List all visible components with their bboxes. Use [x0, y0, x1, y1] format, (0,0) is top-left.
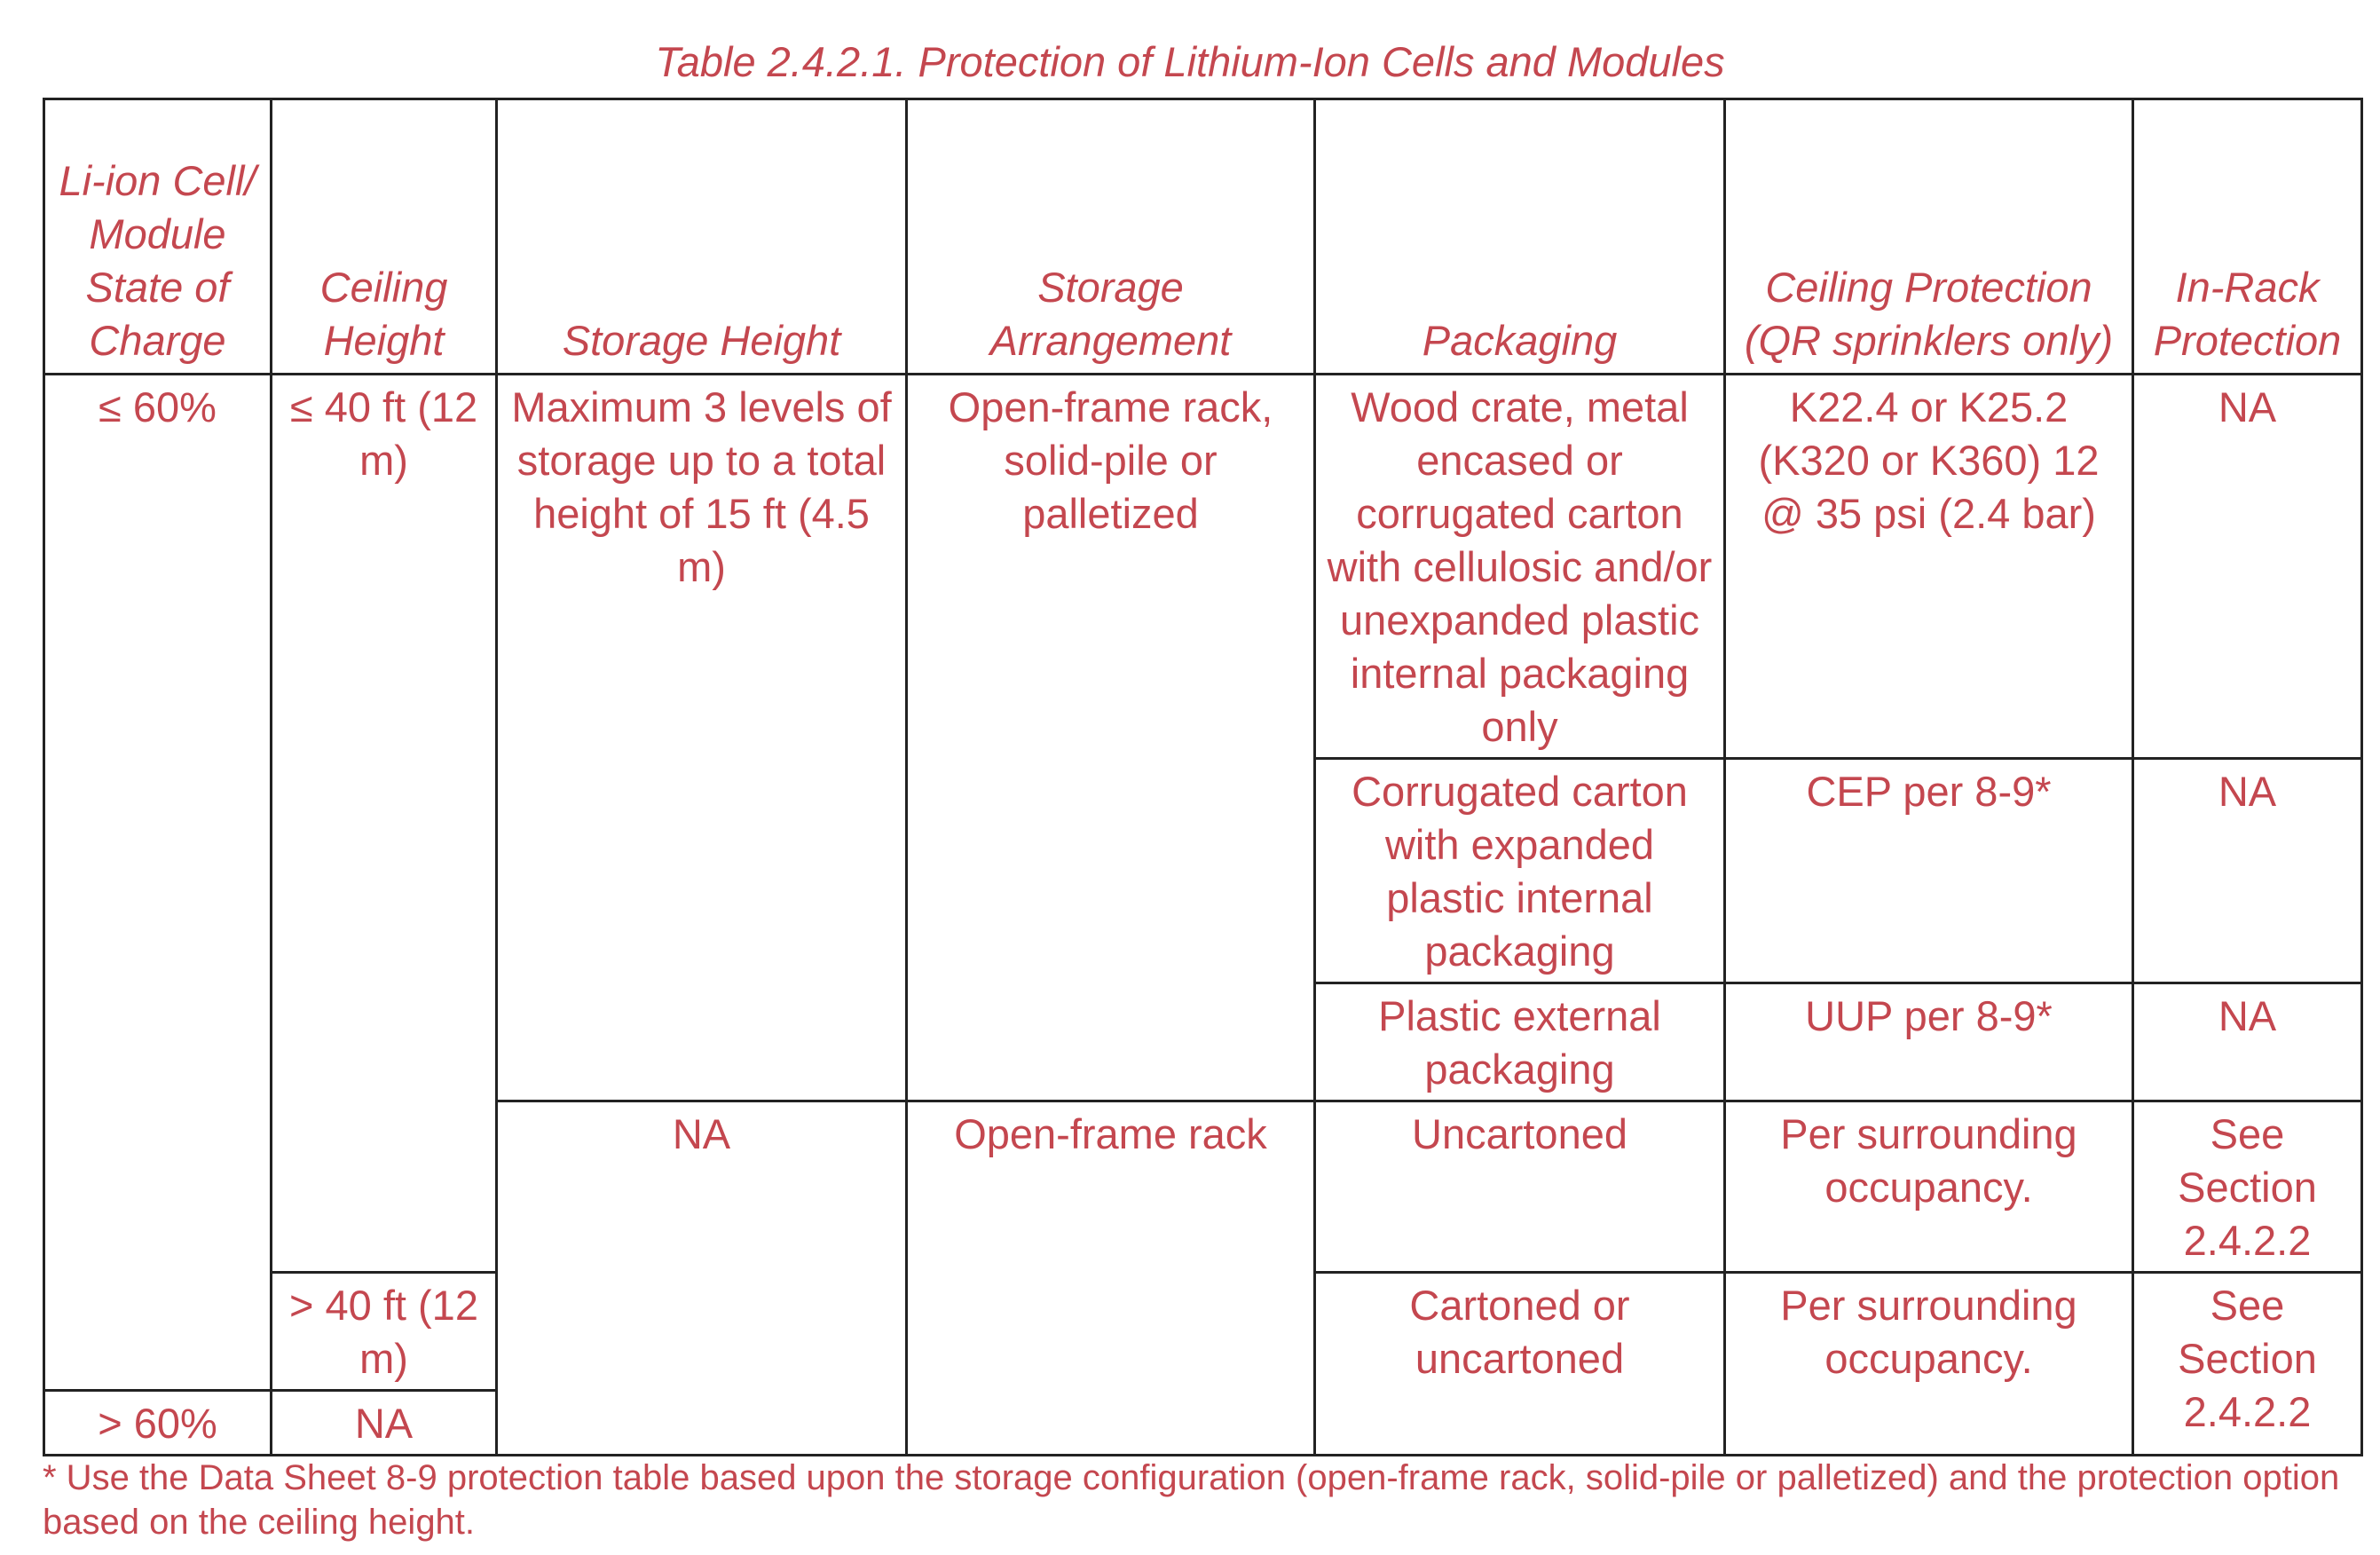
cell-arrangement-2: Open-frame rack — [907, 1101, 1315, 1456]
header-in-rack: In-Rack Protection — [2133, 99, 2362, 375]
header-ceiling-height: Ceiling Height — [272, 99, 497, 375]
protection-table — [43, 98, 2363, 1456]
cell-protection-2: CEP per 8-9* — [1725, 759, 2133, 983]
header-storage-height: Storage Height — [497, 99, 907, 375]
cell-arrangement-1: Open-frame rack, solid-pile or palletized — [907, 375, 1315, 1101]
cell-ceiling-high: > 40 ft (12 m) — [272, 1273, 497, 1391]
cell-in-rack-1: NA — [2133, 375, 2362, 759]
table-caption: Table 2.4.2.1. Protection of Lithium-Ion Cells and Modules — [655, 38, 1725, 85]
header-soc: Li-ion Cell/ Module State of Charge — [44, 99, 272, 375]
cell-in-rack-5: See Section 2.4.2.2 — [2133, 1273, 2362, 1456]
cell-soc-high: > 60% — [44, 1391, 272, 1456]
cell-in-rack-4: See Section 2.4.2.2 — [2133, 1101, 2362, 1273]
cell-protection-1: K22.4 or K25.2 (K320 or K360) 12 @ 35 psi (2.4 bar) — [1725, 375, 2133, 759]
cell-packaging-3: Plastic external packaging — [1315, 983, 1725, 1101]
cell-packaging-2: Corrugated carton with expanded plastic internal packaging — [1315, 759, 1725, 983]
cell-protection-5: Per surrounding occupancy. — [1725, 1273, 2133, 1456]
cell-soc-low: ≤ 60% — [44, 375, 272, 1391]
cell-ceiling-na: NA — [272, 1391, 497, 1456]
cell-ceiling-low: ≤ 40 ft (12 m) — [272, 375, 497, 1273]
table-row — [44, 375, 2362, 759]
cell-storage-height-2: NA — [497, 1101, 907, 1456]
cell-in-rack-2: NA — [2133, 759, 2362, 983]
header-ceiling-protection: Ceiling Protection (QR sprinklers only) — [1725, 99, 2133, 375]
cell-protection-4: Per surrounding occupancy. — [1725, 1101, 2133, 1273]
header-packaging: Packaging — [1315, 99, 1725, 375]
table-footnote: * Use the Data Sheet 8-9 protection table based upon the storage configuration (open-frame rack, solid-pile or palletized) and the protection option based on the ceiling height. — [43, 1458, 2340, 1542]
cell-packaging-4: Uncartoned — [1315, 1101, 1725, 1273]
cell-packaging-5: Cartoned or uncartoned — [1315, 1273, 1725, 1456]
header-storage-arrangement: Storage Arrangement — [907, 99, 1315, 375]
cell-protection-3: UUP per 8-9* — [1725, 983, 2133, 1101]
cell-in-rack-3: NA — [2133, 983, 2362, 1101]
cell-storage-height-1: Maximum 3 levels of storage up to a total height of 15 ft (4.5 m) — [497, 375, 907, 1101]
cell-packaging-1: Wood crate, metal encased or corrugated carton with cellulosic and/or unexpanded plastic internal packaging only — [1315, 375, 1725, 759]
header-row — [44, 99, 2362, 375]
